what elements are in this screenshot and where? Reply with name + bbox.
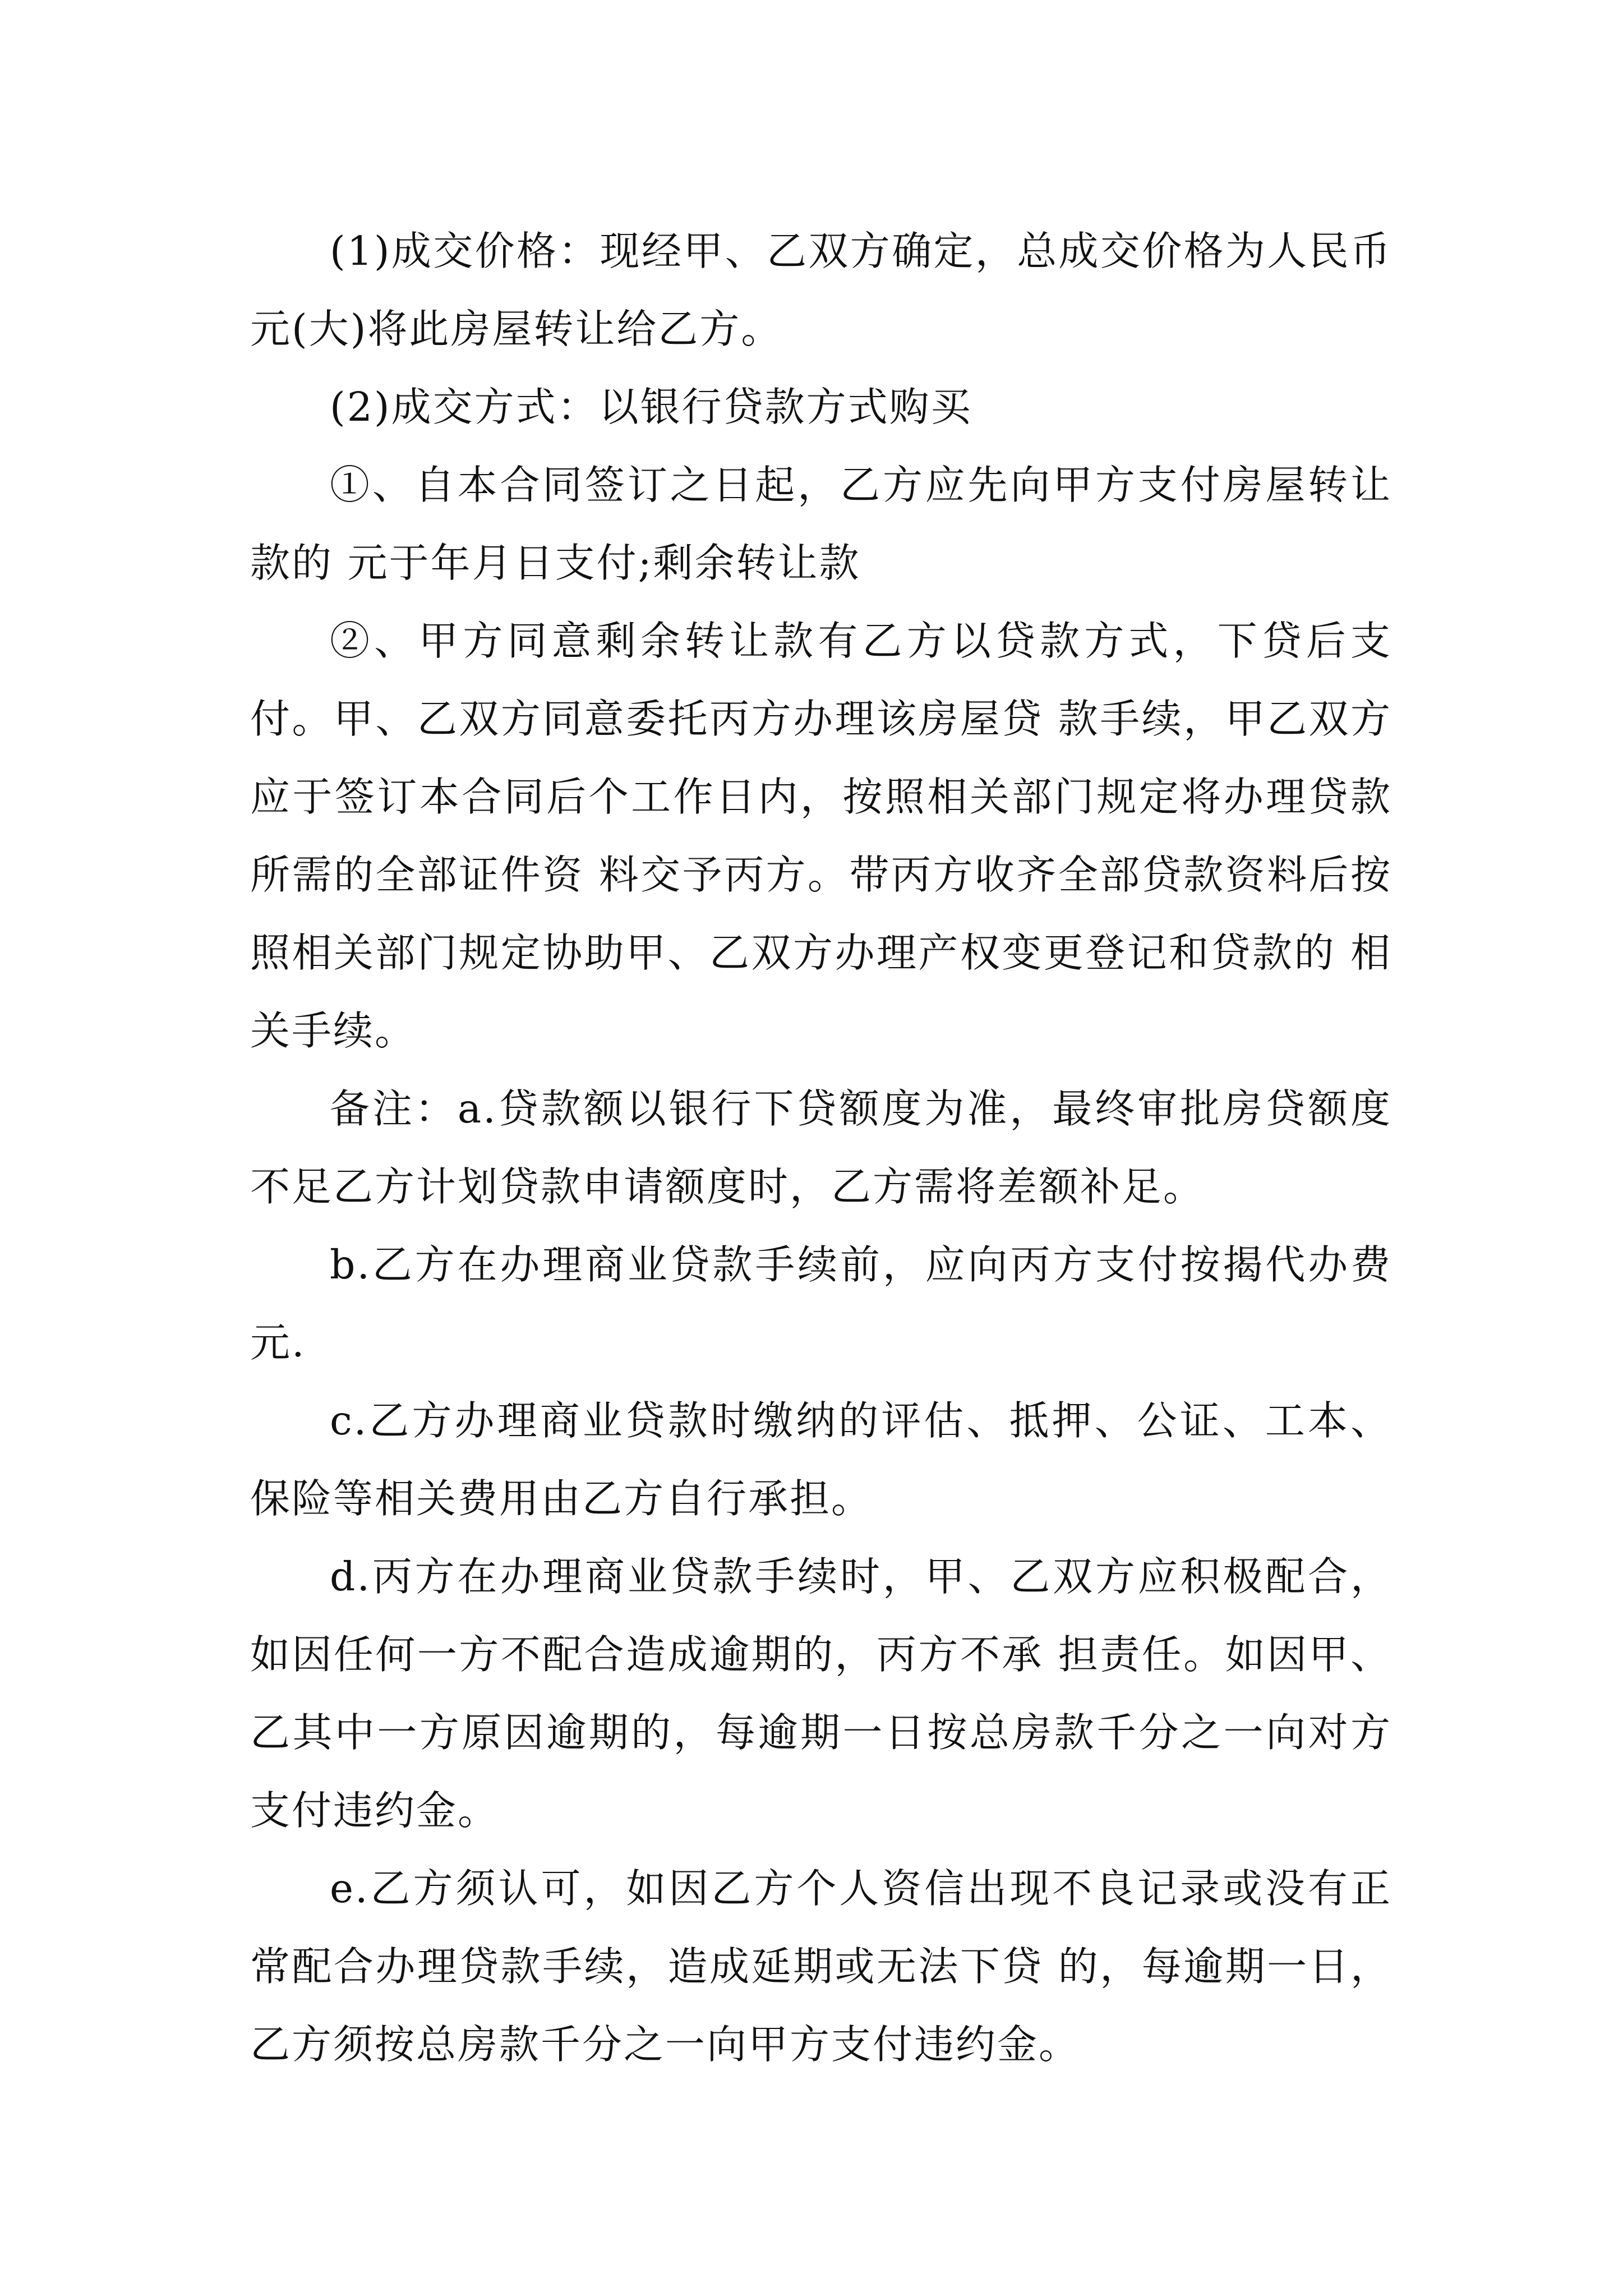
paragraph-item-1: ①、自本合同签订之日起，乙方应先向甲方支付房屋转让款的 元于年月日支付;剩余转让款 bbox=[250, 462, 1392, 586]
paragraph-transaction-price: (1)成交价格：现经甲、乙双方确定，总成交价格为人民币元(大)将此房屋转让给乙方。 bbox=[250, 228, 1392, 352]
paragraph-note-d: d.丙方在办理商业贷款手续时，甲、乙双方应积极配合，如因任何一方不配合造成逾期的，丙方不承 担责任。如因甲、乙其中一方原因逾期的，每逾期一日按总房款千分之一向对方支付违约金。 bbox=[250, 1553, 1392, 1834]
paragraph-transaction-method: (2)成交方式：以银行贷款方式购买 bbox=[330, 384, 972, 430]
document-body bbox=[250, 212, 1392, 2083]
paragraph-note-a: 备注：a.贷款额以银行下贷额度为准，最终审批房贷额度不足乙方计划贷款申请额度时，乙方需将差额补足。 bbox=[250, 1085, 1392, 1210]
paragraph-item-2: ②、甲方同意剩余转让款有乙方以贷款方式，下贷后支付。甲、乙双方同意委托丙方办理该房屋贷 款手续，甲乙双方应于签订本合同后个工作日内，按照相关部门规定将办理贷款所需的全部证件资 料交予丙方。带丙方收齐全部贷款资料后按照相关部门规定协助甲、乙双方办理产权变更登记和贷款的 相关手续。 bbox=[250, 618, 1392, 1054]
paragraph-note-e: e.乙方须认可，如因乙方个人资信出现不良记录或没有正常配合办理贷款手续，造成延期或无法下贷 的，每逾期一日，乙方须按总房款千分之一向甲方支付违约金。 bbox=[250, 1865, 1392, 2068]
paragraph-note-c: c.乙方办理商业贷款时缴纳的评估、抵押、公证、工本、保险等相关费用由乙方自行承担。 bbox=[250, 1397, 1392, 1522]
paragraph-note-b: b.乙方在办理商业贷款手续前，应向丙方支付按揭代办费元. bbox=[250, 1241, 1392, 1366]
